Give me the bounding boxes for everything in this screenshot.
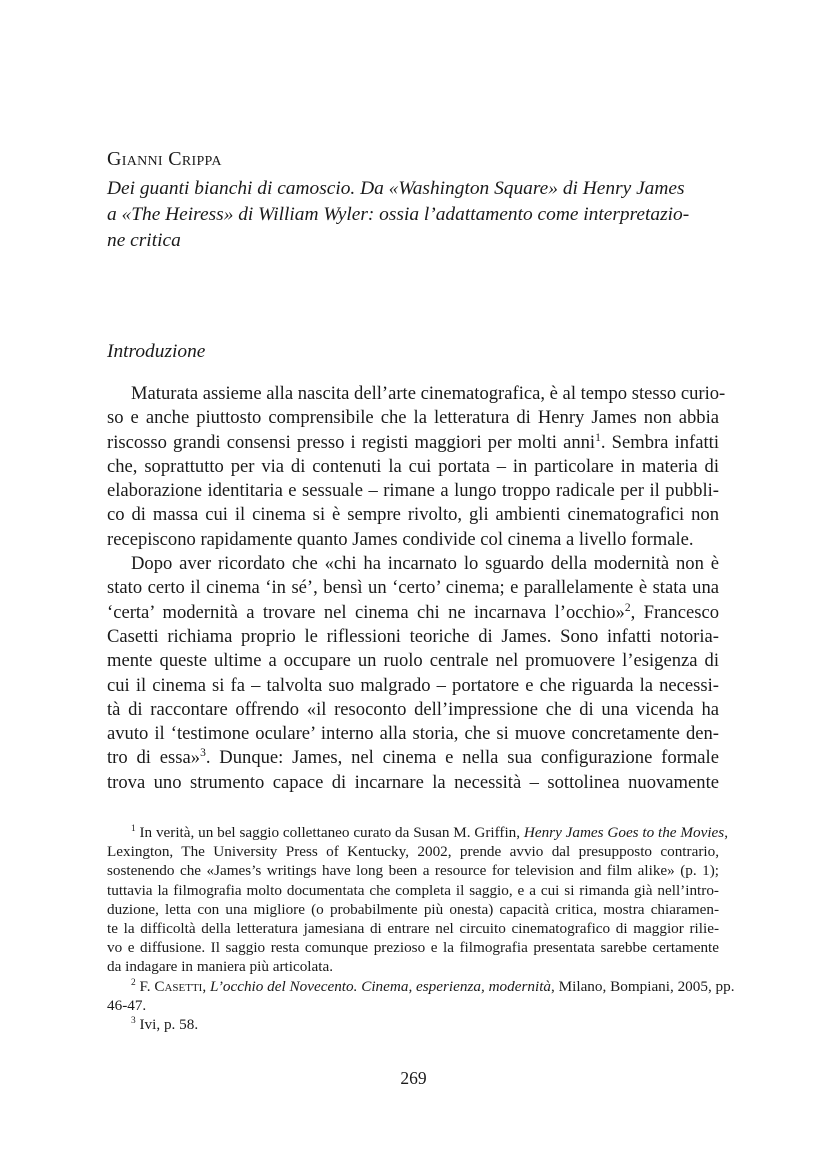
footnotes — [107, 823, 735, 1034]
text-line — [107, 431, 719, 455]
title-line: a «The Heiress» di William Wyler: ossia l’adattamento come interpretazio- — [107, 204, 690, 225]
paragraph-2 — [107, 552, 719, 795]
article-title — [107, 176, 717, 254]
text-span: In verità, un bel saggio collettaneo curato da Susan M. Griffin, — [139, 824, 524, 841]
text-span: , Milano, Bompiani, 2005, pp. — [551, 977, 735, 995]
footnote-1 — [107, 823, 729, 977]
text-span: , — [724, 824, 729, 841]
text-line: cui il cinema si fa – talvolta suo malgrado – portatore e che riguarda la necessi- — [107, 674, 719, 696]
footnote-line — [107, 823, 729, 842]
book-title: L’occhio del Novecento. Cinema, esperienza, modernità — [209, 977, 552, 995]
text-line: che, soprattutto per via di contenuti la cui portata – in particolare in materia di — [107, 455, 719, 477]
footnote-ref: 3 — [200, 747, 206, 760]
text-line: trova uno strumento capace di incarnare la necessità – sottolinea nuovamente — [107, 771, 719, 793]
footnote-line: vo e diffusione. Il saggio resta comunque prezioso e la filmografia presentata sarebbe certamente — [107, 939, 719, 957]
text-line: mente queste ultime a occupare un ruolo centrale nel promuovere l’esigenza di — [107, 650, 719, 672]
text-span: , — [202, 977, 210, 995]
author-surname: Casetti — [154, 977, 203, 995]
text-line: avuto il ‘testimone oculare’ interno alla storia, che si muove concretamente den- — [107, 723, 719, 745]
text-span: , Francesco — [630, 601, 719, 623]
text-span: Ivi, p. 58. — [139, 1016, 199, 1034]
text-line: Dopo aver ricordato che «chi ha incarnato lo sguardo della modernità non è — [131, 553, 719, 575]
footnote-line: da indagare in maniera più articolata. — [107, 958, 334, 976]
footnote-ref: 1 — [595, 431, 601, 444]
section-heading: Introduzione — [107, 341, 206, 362]
text-span: F. — [139, 977, 155, 995]
text-span: ‘certa’ modernità a trovare nel cinema chi ne incarnava l’occhio» — [107, 601, 625, 623]
paragraph-1 — [107, 382, 726, 552]
text-line: co di massa cui il cinema si è sempre rivolto, gli ambienti cinematografici non — [107, 504, 719, 526]
text-span: tro di essa» — [107, 747, 201, 769]
text-line — [107, 746, 719, 770]
footnote-line: 46-47. — [107, 996, 147, 1014]
text-span: . Sembra infatti — [600, 431, 719, 453]
text-span: riscosso grandi consensi presso i registi maggiori per molti anni — [107, 431, 596, 453]
footnote-number: 1 — [131, 823, 136, 834]
footnote-line: sostenendo che «James’s writings have long been a resource for television and film alike» (p. 1); — [107, 862, 719, 880]
text-line: elaborazione identitaria e sessuale – rimane a lungo troppo radicale per il pubbli- — [107, 480, 719, 502]
text-line: Maturata assieme alla nascita dell’arte cinematografica, è al tempo stesso curio- — [131, 383, 726, 404]
footnote-line: te la difficoltà della letteratura jamesiana di entrare nel circuito cinematografico di maggior rilie- — [107, 920, 719, 938]
body-text — [107, 382, 726, 795]
text-line: recepiscono rapidamente quanto James condivide col cinema a livello formale. — [107, 528, 694, 550]
title-line: Dei guanti bianchi di camoscio. Da «Washington Square» di Henry James — [107, 178, 685, 199]
text-span: . Dunque: James, nel cinema e nella sua configurazione formale — [205, 747, 719, 769]
footnote-number: 2 — [131, 977, 136, 988]
author-name: Gianni Crippa — [107, 148, 222, 170]
footnote-ref: 2 — [624, 601, 631, 614]
footnote-line: Lexington, The University Press of Kentucky, 2002, prende avvio dal presupposto contrario, — [107, 843, 719, 861]
footnote-line: duzione, letta con una migliore (o probabilmente più onesta) capacità critica, mostra chiaramen- — [107, 900, 719, 918]
text-line: so e anche piuttosto comprensibile che la letteratura di Henry James non abbia — [107, 407, 719, 429]
footnote-3 — [107, 1015, 719, 1034]
page-number: 269 — [400, 1068, 427, 1088]
book-title: Henry James Goes to the Movies — [523, 824, 725, 841]
text-line: tà di raccontare offrendo «il resoconto dell’impressione che di una vicenda ha — [107, 698, 719, 720]
text-line — [107, 601, 719, 625]
footnote-number: 3 — [131, 1015, 136, 1026]
footnote-line: tuttavia la filmografia molto documentata che completa il saggio, e a cui si rimanda già nell’intro- — [107, 881, 719, 899]
title-line: ne critica — [107, 230, 181, 251]
text-line: Casetti richiama proprio le riflessioni teoriche di James. Sono infatti notoria- — [107, 625, 719, 647]
footnote-line — [107, 977, 735, 996]
footnote-2 — [107, 977, 735, 1015]
text-line: stato certo il cinema ‘in sé’, bensì un ‘certo’ cinema; e parallelamente è stata una — [107, 577, 719, 599]
footnote-line — [107, 1015, 719, 1034]
